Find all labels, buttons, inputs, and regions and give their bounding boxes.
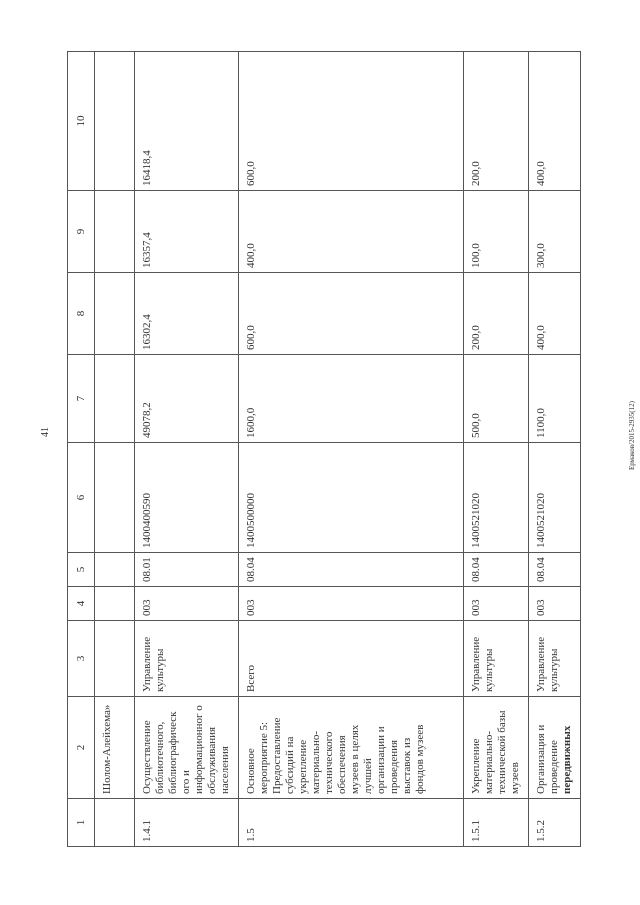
event-name: Укрепление материально-технической базы музеев [464, 697, 529, 799]
row-number: 1.5 [239, 799, 464, 847]
table-row [529, 52, 581, 847]
executor [95, 621, 135, 697]
row-number: 1.4.1 [135, 799, 239, 847]
event-name: Шолом-Алейхема» [95, 697, 135, 799]
executor: Управление культуры [464, 621, 529, 697]
section-code [95, 553, 135, 587]
page-number: 41 [40, 427, 51, 437]
amount-total [95, 355, 135, 443]
event-name-part-bold: передвижных [561, 725, 573, 794]
grbs-code: 003 [239, 587, 464, 621]
amount-year-1 [95, 273, 135, 355]
amount-year-3: 200,0 [464, 52, 529, 191]
grbs-code: 003 [529, 587, 581, 621]
amount-year-1: 400,0 [529, 273, 581, 355]
amount-total: 1100,0 [529, 355, 581, 443]
document-code: Ермаков/2015-2935(12) [628, 401, 636, 470]
target-code [95, 443, 135, 553]
grbs-code: 003 [135, 587, 239, 621]
header-cell: 3 [68, 621, 95, 697]
target-code: 1400500000 [239, 443, 464, 553]
header-cell: 1 [68, 799, 95, 847]
grbs-code [95, 587, 135, 621]
amount-year-1: 200,0 [464, 273, 529, 355]
amount-year-3 [95, 52, 135, 191]
table-row [464, 52, 529, 847]
amount-total: 1600,0 [239, 355, 464, 443]
grbs-code: 003 [464, 587, 529, 621]
amount-year-3: 400,0 [529, 52, 581, 191]
event-name [529, 697, 581, 799]
section-code: 08.04 [464, 553, 529, 587]
header-cell: 8 [68, 273, 95, 355]
target-code: 1400521020 [529, 443, 581, 553]
rotated-table-container [67, 52, 573, 847]
header-row [68, 52, 95, 847]
amount-year-3: 16418,4 [135, 52, 239, 191]
amount-year-1: 16302,4 [135, 273, 239, 355]
header-cell: 4 [68, 587, 95, 621]
amount-total: 500,0 [464, 355, 529, 443]
table-row [95, 52, 135, 847]
header-cell: 6 [68, 443, 95, 553]
amount-year-1: 600,0 [239, 273, 464, 355]
amount-total: 49078,2 [135, 355, 239, 443]
executor: Всего [239, 621, 464, 697]
executor: Управление культуры [135, 621, 239, 697]
event-name: Осуществление библиотечного, библиографическ ого и информационног о обслуживания населения [135, 697, 239, 799]
target-code: 1400400590 [135, 443, 239, 553]
header-cell: 2 [68, 697, 95, 799]
budget-table [67, 51, 581, 847]
table-row [135, 52, 239, 847]
amount-year-2: 400,0 [239, 191, 464, 273]
header-cell: 7 [68, 355, 95, 443]
header-cell: 10 [68, 52, 95, 191]
amount-year-2 [95, 191, 135, 273]
amount-year-3: 600,0 [239, 52, 464, 191]
row-number [95, 799, 135, 847]
event-name: Основное мероприятие 5: Предоставление субсидий на укрепление материально-технического обеспечения музеев в целях лучшей организации и проведения выставок из фондов музеев [239, 697, 464, 799]
row-number: 1.5.2 [529, 799, 581, 847]
row-number: 1.5.1 [464, 799, 529, 847]
section-code: 08.01 [135, 553, 239, 587]
section-code: 08.04 [529, 553, 581, 587]
section-code: 08.04 [239, 553, 464, 587]
header-cell: 5 [68, 553, 95, 587]
amount-year-2: 16357,4 [135, 191, 239, 273]
header-cell: 9 [68, 191, 95, 273]
amount-year-2: 300,0 [529, 191, 581, 273]
event-name-part: Организация и проведение [535, 724, 560, 794]
target-code: 1400521020 [464, 443, 529, 553]
table-row [239, 52, 464, 847]
amount-year-2: 100,0 [464, 191, 529, 273]
executor: Управление культуры [529, 621, 581, 697]
